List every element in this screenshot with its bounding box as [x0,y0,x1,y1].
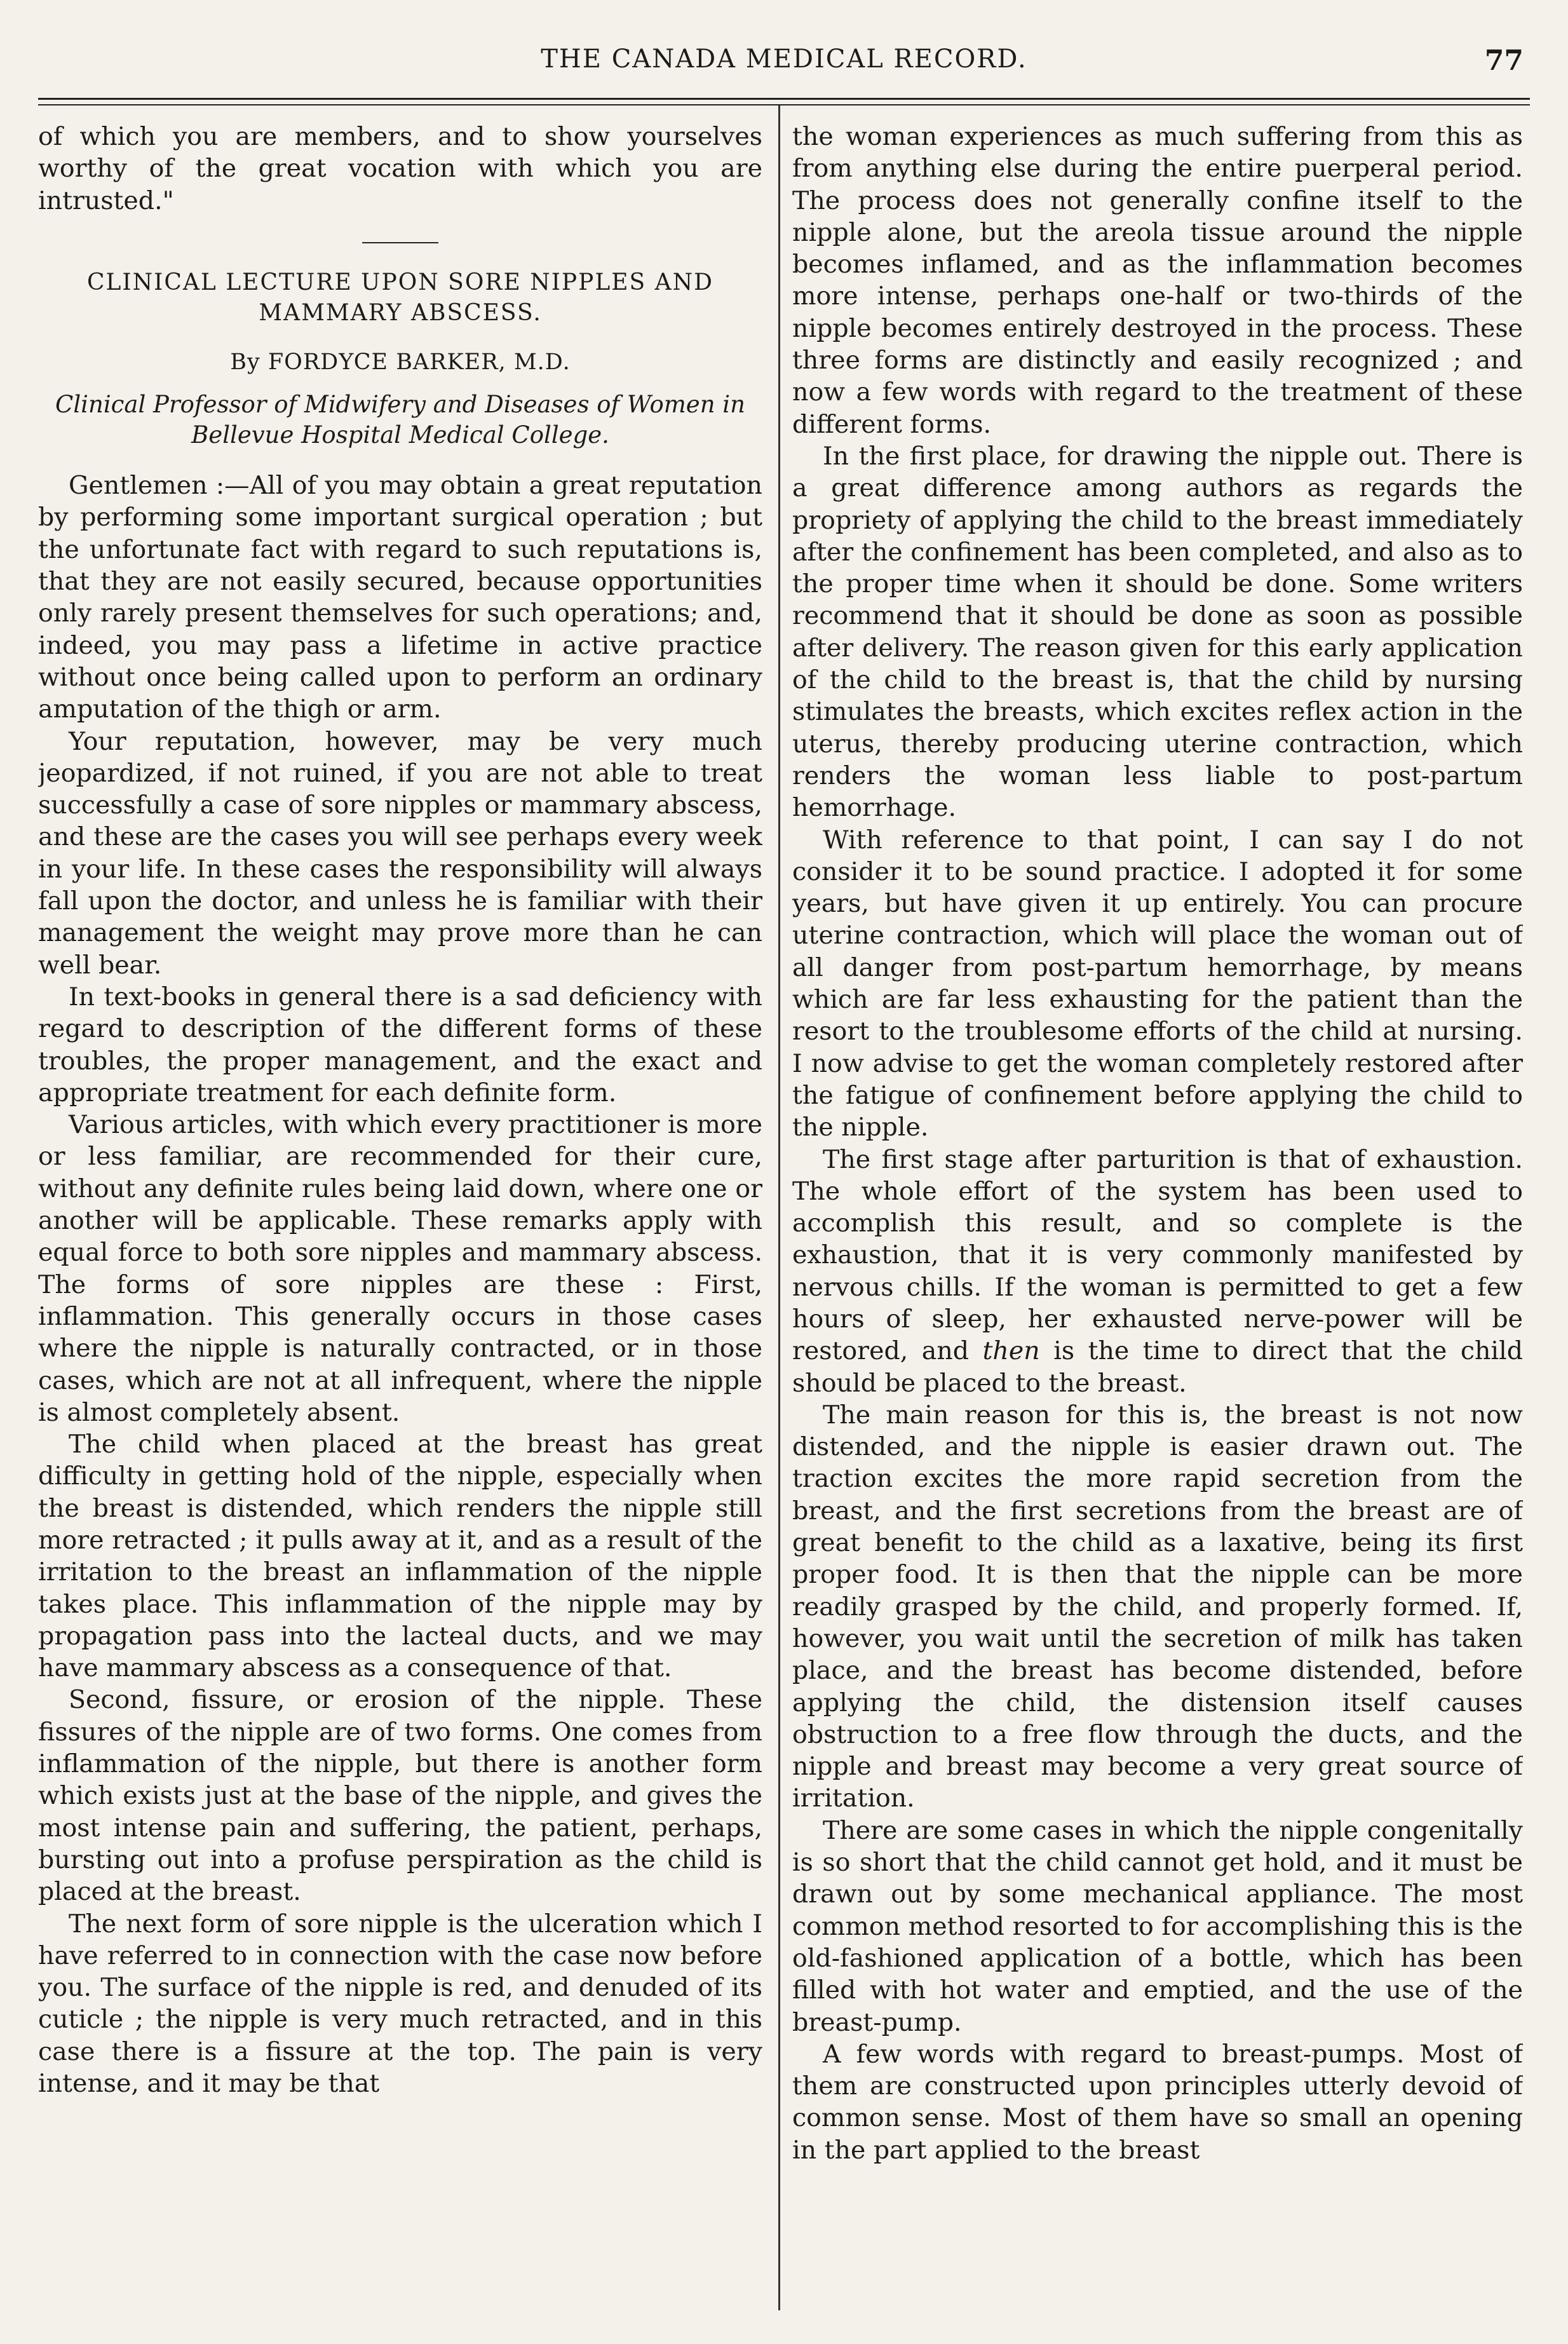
paragraph-text: The first stage after parturition is that of exhaustion. The whole effort of the system has been used to accomplish this result, and so complete is the exhaustion, that it is very commonly manifested by nervous chills. If the woman is permitted to get a few hours of sleep, her exhausted nerve-power will be restored, and [792,1144,1523,1366]
author-affiliation: Clinical Professor of Midwifery and Diseases of Women in Bellevue Hospital Medical College. [55,391,745,449]
right-column [792,121,1523,2319]
journal-title: THE CANADA MEDICAL RECORD. [541,44,1027,74]
paragraph: With reference to that point, I can say I do not consider it to be sound practice. I adopted it for some years, but have given it up entirely. You can procure uterine contraction, which will place the woman out of all danger from post-partum hemorrhage, by means which are far less exhausting for the patient than the resort to the troublesome efforts of the child at nursing. I now advise to get the woman completely restored after the fatigue of confinement before applying the child to the nipple. [792,825,1523,1142]
paragraph: Various articles, with which every practitioner is more or less familiar, are recommended for their cure, without any definite rules being laid down, where one or another will be applicable. These remarks apply with equal force to both sore nipples and mammary abscess. The forms of sore nipples are these : First, inflammation. This generally occurs in those cases where the nipple is naturally contracted, or in those cases, which are not at all infrequent, where the nipple is almost completely absent. [38,1110,762,1427]
page-number: 77 [1484,44,1524,77]
paragraph: Your reputation, however, may be very much jeopardized, if not ruined, if you are not able to treat successfully a case of sore nipples or mammary abscess, and these are the cases you will see perhaps every week in your life. In these cases the responsibility will always fall upon the doctor, and unless he is familiar with their management the weight may prove more than he can well bear. [38,726,762,980]
paragraph: In text-books in general there is a sad deficiency with regard to description of the different forms of these troubles, the proper management, and the exact and appropriate treatment for each definite form. [38,982,762,1108]
paragraph: In the first place, for drawing the nipple out. There is a great difference among authors as regards the propriety of applying the child to the breast immediately after the confinement has been completed, and also as to the proper time when it should be done. Some writers recommend that it should be done as soon as possible after delivery. The reason given for this early application of the child to the breast is, that the child by nursing stimulates the breasts, which excites reflex action in the uterus, thereby producing uterine contraction, which renders the woman less liable to post-partum hemorrhage. [792,441,1523,823]
header-rule-top [38,98,1530,100]
paragraph: the woman experiences as much suffering from this as from anything else during the entire puerperal period. The process does not generally confine itself to the nipple alone, but the areola tissue around the nipple becomes inflamed, and as the inflammation becomes more intense, perhaps one-half or two-thirds of the nipple becomes entirely destroyed in the process. These three forms are distinctly and easily recognized ; and now a few words with regard to the treatment of these different forms. [792,122,1523,439]
section-divider [362,242,438,243]
column-divider [778,105,780,2310]
paragraph: The main reason for this is, the breast is not now distended, and the nipple is easier drawn out. The traction excites the more rapid secretion from the breast, and the first secretions from the breast are of great benefit to the child as a laxative, being its first proper food. It is then that the nipple can be more readily grasped by the child, and properly formed. If, however, you wait until the secretion of milk has taken place, and the breast has become distended, before applying the child, the distension itself causes obstruction to a free flow through the ducts, and the nipple and breast may become a very great source of irritation. [792,1400,1523,1813]
paragraph-text: is the time to direct that the child should be placed to the breast. [792,1336,1523,1398]
running-header [38,44,1530,83]
article-title: CLINICAL LECTURE UPON SORE NIPPLES AND MAMMARY ABSCESS. [86,269,714,326]
article-byline: By FORDYCE BARKER, M.D. [230,349,571,375]
paragraph: The next form of sore nipple is the ulceration which I have referred to in connection with the case now before you. The surface of the nipple is red, and denuded of its cuticle ; the nipple is very much retracted, and in this case there is a fissure at the top. The pain is very intense, and it may be that [38,1909,762,2099]
header-rule-bottom [38,104,1530,105]
emphasis-text: then [982,1336,1040,1366]
paragraph: A few words with regard to breast-pumps. Most of them are constructed upon principles utterly devoid of common sense. Most of them have so small an opening in the part applied to the breast [792,2039,1523,2165]
paragraph: There are some cases in which the nipple congenitally is so short that the child cannot get hold, and it must be drawn out by some mechanical appliance. The most common method resorted to for accomplishing this is the old-fashioned application of a bottle, which has been filled with hot water and emptied, and the use of the breast-pump. [792,1815,1523,2037]
paragraph: The child when placed at the breast has great difficulty in getting hold of the nipple, especially when the breast is distended, which renders the nipple still more retracted ; it pulls away at it, and as a result of the irritation to the breast an inflammation of the nipple takes place. This inflammation of the nipple may by propagation pass into the lacteal ducts, and we may have mammary abscess as a consequence of that. [38,1430,762,1683]
paragraph: Gentlemen :—All of you may obtain a great reputation by performing some important surgical operation ; but the unfortunate fact with regard to such reputations is, that they are not easily secured, because opportunities only rarely present themselves for such operations; and, indeed, you may pass a lifetime in active practice without once being called upon to perform an ordinary amputation of the thigh or arm. [38,471,762,724]
paragraph [792,1144,1523,1399]
continuation-text: of which you are members, and to show yourselves worthy of the great vocation with which you are intrusted." [38,122,762,215]
left-column [38,121,762,2319]
paragraph: Second, fissure, or erosion of the nipple. These fissures of the nipple are of two forms. One comes from inflammation of the nipple, but there is another form which exists just at the base of the nipple, and gives the most intense pain and suffering, the patient, perhaps, bursting out into a profuse perspiration as the child is placed at the breast. [38,1685,762,1907]
